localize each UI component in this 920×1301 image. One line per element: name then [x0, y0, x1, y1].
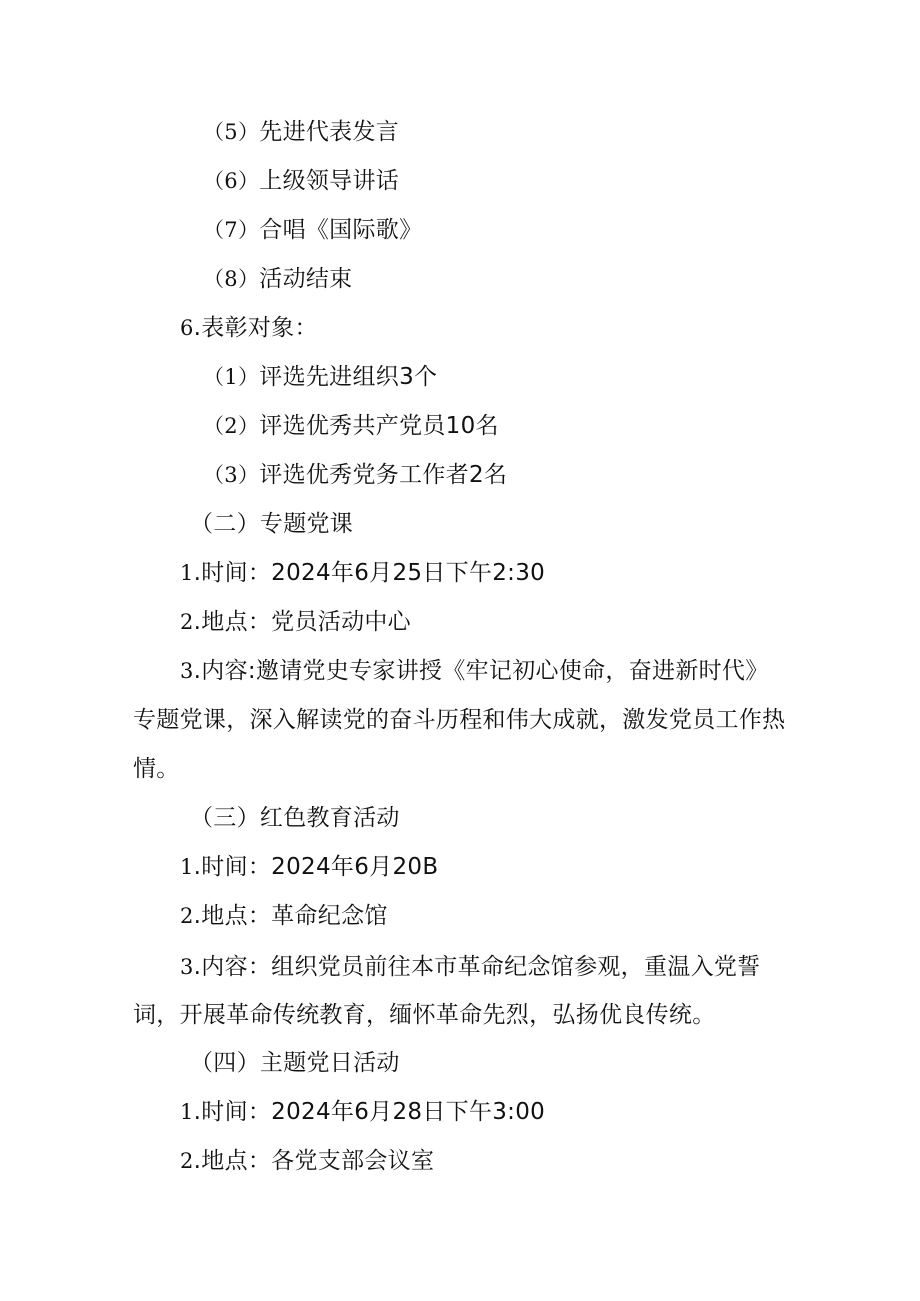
item-5-line: [203, 117, 399, 147]
item-text: .内容：组织党员前往本市革命纪念馆参观，重温入党誓: [193, 954, 761, 980]
item-number: 2: [180, 1149, 194, 1173]
red-education-location: [180, 901, 388, 931]
paragraph-text: 情。: [133, 756, 180, 782]
party-day-time: [180, 1097, 545, 1127]
item-number: 6: [180, 316, 194, 340]
item-number: （3）: [203, 463, 260, 487]
item-number: （2）: [203, 414, 260, 438]
lecture-content-continued: [133, 705, 785, 735]
item-text: 合唱《国际歌》: [259, 217, 423, 243]
award-item-1: [203, 362, 437, 392]
paragraph-text: 词，开展革命传统教育，缅怀革命先烈，弘扬优良传统。: [133, 1002, 716, 1028]
heading-text: （二）专题党课: [190, 511, 354, 537]
item-number: 3: [180, 955, 194, 979]
item-text: .表彰对象：: [193, 315, 318, 341]
item-text: 评选先进组织3个: [259, 364, 438, 390]
lecture-time: [180, 558, 545, 588]
item-number: 3: [180, 659, 194, 683]
item-text: 活动结束: [259, 266, 353, 292]
heading-text: （三）红色教育活动: [190, 805, 400, 831]
lecture-content-end: [133, 754, 180, 784]
red-education-time: [180, 852, 438, 882]
party-day-location: [180, 1146, 434, 1176]
award-item-3: [203, 460, 507, 490]
item-7-line: [203, 215, 422, 245]
item-text: .内容:邀请党史专家讲授《牢记初心使命，奋进新时代》: [193, 658, 769, 684]
lecture-location: [180, 607, 411, 637]
item-text: 上级领导讲话: [259, 168, 400, 194]
item-number: （5）: [203, 120, 260, 144]
item-number: 1: [180, 855, 194, 879]
item-number: 2: [180, 610, 194, 634]
item-6-line: [203, 166, 399, 196]
paragraph-text: 专题党课，深入解读党的奋斗历程和伟大成就，激发党员工作热: [133, 707, 786, 733]
award-item-2: [203, 411, 499, 441]
item-text: 评选优秀党务工作者2名: [259, 462, 508, 488]
item-number: 1: [180, 561, 194, 585]
item-text: .地点：党员活动中心: [193, 609, 411, 635]
heading-text: （四）主题党日活动: [190, 1050, 400, 1076]
section-6-heading: [180, 313, 318, 343]
section-heading-4: [190, 1048, 400, 1078]
item-text: .时间：2024年6月20B: [193, 854, 439, 880]
item-number: （7）: [203, 218, 260, 242]
lecture-content: [180, 656, 769, 686]
item-text: 先进代表发言: [259, 119, 400, 145]
item-8-line: [203, 264, 352, 294]
item-number: （6）: [203, 169, 260, 193]
section-heading-2: [190, 509, 353, 539]
item-number: 2: [180, 904, 194, 928]
item-number: 1: [180, 1100, 194, 1124]
item-number: （1）: [203, 365, 260, 389]
red-education-content-continued: [133, 1000, 716, 1030]
item-text: .地点：各党支部会议室: [193, 1148, 435, 1174]
red-education-content: [180, 952, 760, 982]
item-text: .时间：2024年6月25日下午2:30: [193, 560, 546, 586]
section-heading-3: [190, 803, 400, 833]
item-number: （8）: [203, 267, 260, 291]
item-text: 评选优秀共产党员10名: [259, 413, 499, 439]
item-text: .时间：2024年6月28日下午3:00: [193, 1099, 546, 1125]
item-text: .地点：革命纪念馆: [193, 903, 388, 929]
